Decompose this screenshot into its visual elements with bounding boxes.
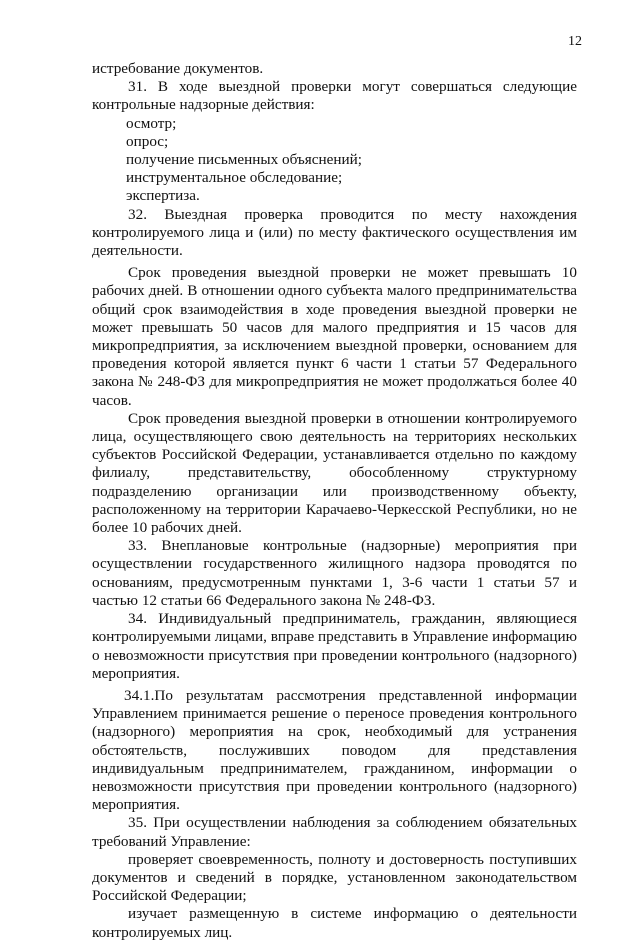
paragraph-item-33: 33. Внеплановые контрольные (надзорные) мероприятия при осуществлении государственного жилищного надзора проводятся по основаниям, предусмотренным пунктами 1, 3-6 части 1 статьи 57 и частью 12 статьи 66 Федерального закона № 248-ФЗ. xyxy=(92,537,577,609)
paragraph: изучает размещенную в системе информацию о деятельности контролируемых лиц. xyxy=(92,905,577,941)
document-body xyxy=(92,60,577,942)
paragraph-item-35: 35. При осуществлении наблюдения за соблюдением обязательных требований Управление: xyxy=(92,814,577,850)
page-number: 12 xyxy=(568,34,582,49)
list-item: экспертиза. xyxy=(126,187,200,205)
paragraph: истребование документов. xyxy=(92,60,264,77)
paragraph: проверяет своевременность, полноту и достоверность поступивших документов и сведений в порядке, установленном законодательством Российской Федерации; xyxy=(92,850,577,905)
list-item: опрос; xyxy=(126,132,169,150)
paragraph-item-31: 31. В ходе выездной проверки могут совершаться следующие контрольные надзорные действия: xyxy=(92,78,577,114)
list-item: получение письменных объяснений; xyxy=(126,151,362,169)
paragraph-item-34-1: 34.1.По результатам рассмотрения представленной информации Управлением принимается решение о переносе проведения контрольного (надзорного) мероприятия на срок, необходимый для устранения обстоятельств, послуживших поводом для представления индивидуальным предпринимателем, гражданином, информации о невозможности присутствия при проведении контрольного (надзорного) мероприятия. xyxy=(92,686,577,814)
list-item: инструментальное обследование; xyxy=(126,169,343,187)
paragraph-item-32: 32. Выездная проверка проводится по месту нахождения контролируемого лица и (или) по месту фактического осуществления им деятельности. xyxy=(92,205,577,260)
list-item: осмотр; xyxy=(126,114,177,132)
paragraph: Срок проведения выездной проверки не может превышать 10 рабочих дней. В отношении одного субъекта малого предпринимательства общий срок взаимодействия в ходе проведения выездной проверки не может превышать 50 часов для малого предприятия и 15 часов для микропредприятия, за исключением выездной проверки, основанием для проведения которой является пункт 6 части 1 статьи 57 Федерального закона № 248-ФЗ для микропредприятия не может продолжаться более 40 часов. xyxy=(92,264,577,409)
paragraph: Срок проведения выездной проверки в отношении контролируемого лица, осуществляющего свою деятельность на территориях нескольких субъектов Российской Федерации, устанавливается отдельно по каждому филиалу, представительству, обособленному структурному подразделению организации или производственному объекту, расположенному на территории Карачаево-Черкесской Республики, но не более 10 рабочих дней. xyxy=(92,409,577,537)
paragraph-item-34: 34. Индивидуальный предприниматель, гражданин, являющиеся контролируемыми лицами, вправе представить в Управление информацию о невозможности присутствия при проведении контрольного (надзорного) мероприятия. xyxy=(92,610,577,682)
